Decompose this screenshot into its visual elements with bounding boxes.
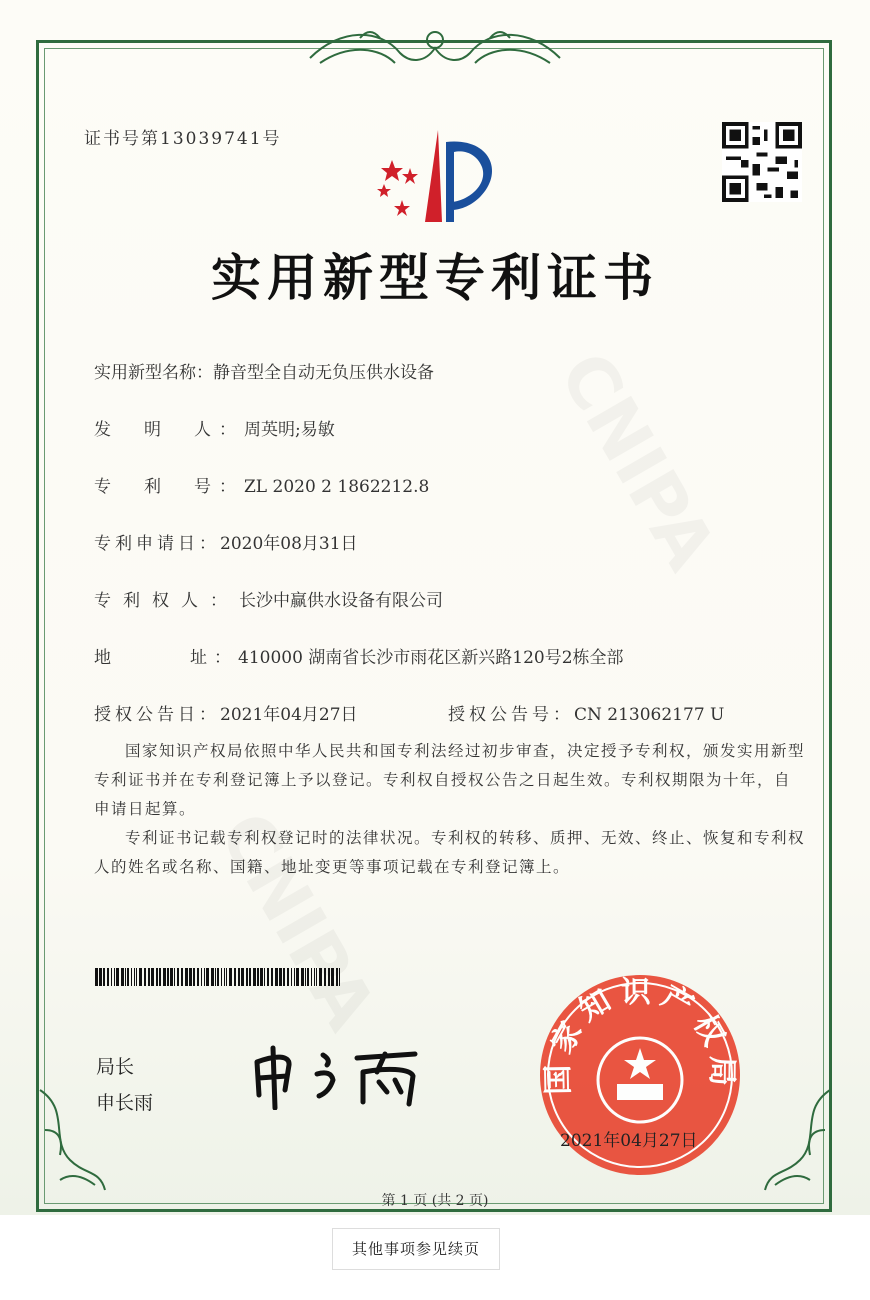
barcode-bar bbox=[229, 968, 232, 986]
barcode-bar bbox=[136, 968, 137, 986]
field-value: 周英明;易敏 bbox=[244, 420, 335, 440]
barcode-bar bbox=[185, 968, 188, 986]
field-application-date bbox=[94, 529, 358, 554]
barcode-bar bbox=[260, 968, 263, 986]
barcode-bar bbox=[159, 968, 161, 986]
barcode-bar bbox=[226, 968, 227, 986]
barcode-bar bbox=[111, 968, 112, 986]
qr-code bbox=[722, 122, 802, 202]
barcode-bar bbox=[314, 968, 315, 986]
barcode-bar bbox=[234, 968, 236, 986]
barcode-bar bbox=[103, 968, 105, 986]
barcode-bar bbox=[201, 968, 202, 986]
signatory-title: 局长 bbox=[96, 1056, 135, 1078]
continued-note: 其他事项参见续页 bbox=[332, 1228, 500, 1270]
barcode-bar bbox=[215, 968, 216, 986]
barcode-bar bbox=[328, 968, 330, 986]
barcode-bar bbox=[134, 968, 135, 986]
certificate-title: 实用新型专利证书 bbox=[211, 248, 659, 307]
field-label: 授权公告日： bbox=[94, 705, 220, 725]
barcode-bar bbox=[116, 968, 119, 986]
barcode-bar bbox=[246, 968, 248, 986]
field-value: 2021年04月27日 bbox=[220, 705, 358, 725]
barcode-bar bbox=[107, 968, 109, 986]
field-label: 专 利 号： bbox=[94, 477, 244, 497]
field-label: 实用新型名称： bbox=[94, 363, 213, 383]
seal-date: 2021年04月27日 bbox=[560, 1131, 698, 1151]
barcode-bar bbox=[316, 968, 317, 986]
field-label: 专利申请日： bbox=[94, 534, 220, 554]
barcode-bar bbox=[319, 968, 322, 986]
barcode-bar bbox=[131, 968, 132, 986]
field-label: 授权公告号： bbox=[448, 705, 574, 725]
barcode bbox=[95, 968, 340, 986]
barcode-bar bbox=[224, 968, 225, 986]
field-announcement-number bbox=[448, 700, 724, 725]
field-value: ZL 2020 2 1862212.8 bbox=[244, 477, 430, 497]
corner-ornament bbox=[760, 1080, 840, 1200]
seal-text: 国家知识产权局 bbox=[540, 974, 740, 1095]
barcode-bar bbox=[307, 968, 309, 986]
field-patent-number bbox=[94, 472, 429, 497]
barcode-bar bbox=[294, 968, 295, 986]
barcode-bar bbox=[99, 968, 102, 986]
barcode-bar bbox=[283, 968, 285, 986]
paragraph-legal: 专利证书记载专利权登记时的法律状况。专利权的转移、质押、无效、终止、恢复和专利权人的姓名或名称、国籍、地址变更等事项记载在专利登记簿上。 bbox=[94, 829, 806, 876]
barcode-bar bbox=[125, 968, 126, 986]
barcode-bar bbox=[139, 968, 142, 986]
barcode-bar bbox=[339, 968, 340, 986]
barcode-bar bbox=[114, 968, 115, 986]
field-value: CN 213062177 U bbox=[574, 705, 725, 725]
field-inventors bbox=[94, 415, 335, 440]
barcode-bar bbox=[206, 968, 209, 986]
barcode-bar bbox=[121, 968, 124, 986]
field-utility-model-name bbox=[94, 358, 434, 383]
barcode-bar bbox=[177, 968, 179, 986]
field-value: 长沙中赢供水设备有限公司 bbox=[239, 591, 443, 611]
barcode-bar bbox=[253, 968, 256, 986]
barcode-bar bbox=[264, 968, 265, 986]
field-grant-date bbox=[94, 700, 358, 725]
barcode-bar bbox=[275, 968, 278, 986]
field-label: 专利权人： bbox=[94, 591, 239, 611]
barcode-bar bbox=[301, 968, 304, 986]
barcode-bar bbox=[336, 968, 338, 986]
barcode-bar bbox=[291, 968, 292, 986]
field-label: 地 址： bbox=[94, 648, 238, 668]
page-number: 第 1 页 (共 2 页) bbox=[381, 1193, 489, 1209]
barcode-bar bbox=[311, 968, 312, 986]
barcode-bar bbox=[238, 968, 240, 986]
barcode-bar bbox=[287, 968, 289, 986]
barcode-bar bbox=[181, 968, 183, 986]
barcode-bar bbox=[167, 968, 169, 986]
cnipa-logo bbox=[370, 122, 510, 232]
barcode-bar bbox=[174, 968, 175, 986]
barcode-bar bbox=[296, 968, 299, 986]
barcode-bar bbox=[151, 968, 154, 986]
handwritten-signature bbox=[245, 1040, 455, 1110]
barcode-bar bbox=[241, 968, 244, 986]
barcode-bar bbox=[204, 968, 205, 986]
field-value: 静音型全自动无负压供水设备 bbox=[213, 363, 434, 383]
field-value: 410000 湖南省长沙市雨花区新兴路120号2栋全部 bbox=[238, 648, 624, 668]
barcode-bar bbox=[163, 968, 166, 986]
barcode-bar bbox=[189, 968, 192, 986]
signatory-name: 申长雨 bbox=[96, 1092, 154, 1114]
barcode-bar bbox=[127, 968, 129, 986]
barcode-bar bbox=[193, 968, 195, 986]
barcode-bar bbox=[144, 968, 146, 986]
field-address bbox=[94, 643, 624, 668]
field-patentee bbox=[94, 586, 443, 611]
barcode-bar bbox=[197, 968, 199, 986]
paragraph-grant: 国家知识产权局依照中华人民共和国专利法经过初步审查，决定授予专利权，颁发实用新型专利证书并在专利登记簿上予以登记。专利权自授权公告之日起生效。专利权期限为十年，自申请日起算。 bbox=[94, 742, 806, 818]
field-value: 2020年08月31日 bbox=[220, 534, 358, 554]
barcode-bar bbox=[305, 968, 306, 986]
barcode-bar bbox=[148, 968, 150, 986]
barcode-bar bbox=[324, 968, 326, 986]
field-label: 发 明 人： bbox=[94, 420, 244, 440]
barcode-bar bbox=[271, 968, 273, 986]
barcode-bar bbox=[217, 968, 219, 986]
barcode-bar bbox=[249, 968, 251, 986]
barcode-bar bbox=[331, 968, 334, 986]
barcode-bar bbox=[221, 968, 222, 986]
certificate-number: 证书号第13039741号 bbox=[84, 129, 282, 149]
top-ornament bbox=[300, 18, 570, 78]
barcode-bar bbox=[257, 968, 259, 986]
barcode-bar bbox=[156, 968, 158, 986]
barcode-bar bbox=[170, 968, 173, 986]
barcode-bar bbox=[279, 968, 282, 986]
barcode-bar bbox=[95, 968, 98, 986]
barcode-bar bbox=[267, 968, 269, 986]
barcode-bar bbox=[211, 968, 214, 986]
